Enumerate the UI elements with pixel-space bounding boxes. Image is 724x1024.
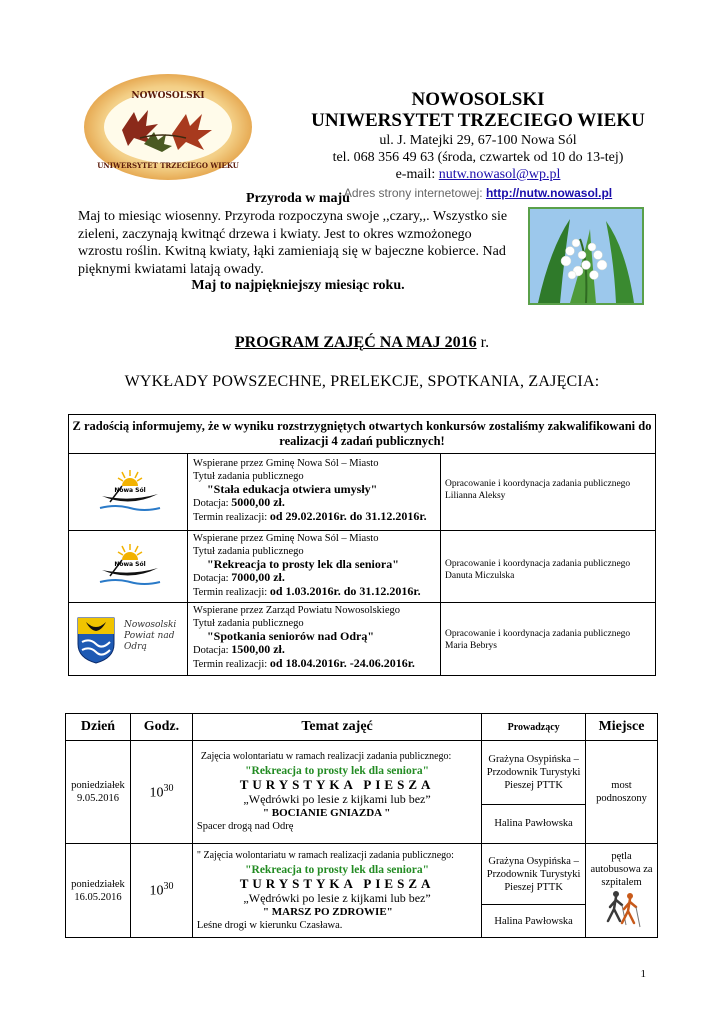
header-phone: tel. 068 356 49 63 (środa, czwartek od 10 do 13-tej) bbox=[332, 150, 624, 165]
hour-cell bbox=[130, 844, 192, 938]
topic-note: Spacer drogą nad Odrę bbox=[196, 821, 294, 832]
powiat-nowosolski-logo bbox=[76, 616, 184, 664]
grant-1-coordination bbox=[445, 478, 653, 502]
header-day: Dzień bbox=[66, 714, 131, 741]
grant-task-title: "Rekreacja to prosty lek dla seniora" bbox=[207, 557, 399, 571]
hour-cell bbox=[130, 741, 192, 844]
header-place: Miejsce bbox=[586, 714, 658, 741]
url-prefix: Adres strony internetowej: bbox=[343, 186, 486, 200]
grant-logo-text: Nowa Sól bbox=[114, 561, 146, 568]
topic-name: " MARSZ PO ZDROWIE" bbox=[262, 905, 393, 918]
grant-task-title: "Stała edukacja otwiera umysły" bbox=[207, 482, 378, 496]
page-number: 1 bbox=[640, 968, 646, 980]
topic-name: " BOCIANIE GNIAZDA " bbox=[262, 807, 391, 819]
grant-supported-by: Wspierane przez Gminę Nowa Sól – Miasto bbox=[193, 533, 379, 544]
header-title-line2: UNIWERSYTET TRZECIEGO WIEKU bbox=[311, 110, 645, 131]
logo-bottom-text: UNIWERSYTET TRZECIEGO WIEKU bbox=[97, 161, 239, 170]
topic-subtitle: „Wędrówki po lesie z kijkami lub bez” bbox=[243, 890, 431, 905]
grant-term-label: Termin realizacji: bbox=[193, 587, 270, 598]
leader-cell: Grażyna Osypińska – Przodownik Turystyki Pieszej PTTK bbox=[482, 844, 586, 905]
nowa-sol-boat-logo bbox=[96, 540, 164, 590]
grant-term: od 29.02.2016r. do 31.12.2016r. bbox=[269, 509, 427, 523]
program-title bbox=[0, 334, 724, 352]
grant-2-details bbox=[193, 532, 438, 599]
grant-amount: 1500,00 zł. bbox=[231, 642, 285, 656]
table-row bbox=[66, 741, 658, 805]
place-text: pętla autobusowa za szpitalem bbox=[590, 851, 653, 888]
powiat-logo-text: Nowosolski Powiat nad Odrą bbox=[124, 620, 177, 652]
coord-name: Maria Bebrys bbox=[445, 641, 497, 651]
grant-task-title: "Spotkania seniorów nad Odrą" bbox=[207, 629, 375, 643]
header-topic: Temat zajęć bbox=[192, 714, 481, 741]
grant-logo-text: Nowa Sól bbox=[114, 487, 146, 494]
grant-amount-label: Dotacja: bbox=[193, 645, 232, 656]
day-date: 16.05.2016 bbox=[74, 891, 122, 903]
topic-cell bbox=[192, 741, 481, 844]
coord-name: Danuta Miczulska bbox=[445, 571, 515, 581]
grant-term-label: Termin realizacji: bbox=[193, 659, 270, 670]
logo-top-text: NOWOSOLSKI bbox=[131, 91, 205, 101]
program-title-main: PROGRAM ZAJĘĆ NA MAJ 2016 bbox=[234, 334, 477, 351]
coord-label: Opracowanie i koordynacja zadania publicznego bbox=[445, 479, 631, 489]
program-subtitle: WYKŁADY POWSZECHNE, PRELEKCJE, SPOTKANIA, ZAJĘCIA: bbox=[124, 373, 600, 390]
intro-text: Maj to miesiąc wiosenny. Przyroda rozpoczyna swoje ,,czary,,. Wszystko sie zieleni, zaczynają kwitnąć drzewa i kwiaty. Jest to okres wzmożonego wzrostu roślin. Kwitną kwiaty, łąki zamieniają się w bajeczne kobierce. Nad pięknymi kwiatami latają owady. bbox=[78, 209, 508, 277]
lily-of-the-valley-image bbox=[528, 207, 644, 305]
coord-label: Opracowanie i koordynacja zadania publicznego bbox=[445, 559, 631, 569]
grant-supported-by: Wspierane przez Zarząd Powiatu Nowosolskiego bbox=[193, 605, 401, 616]
grant-task-label: Tytuł zadania publicznego bbox=[193, 471, 304, 482]
header-address: ul. J. Matejki 29, 67-100 Nowa Sól bbox=[379, 133, 577, 148]
grant-3-coordination bbox=[445, 628, 653, 652]
grants-col-divider bbox=[187, 454, 188, 676]
topic-intro: " Zajęcia wolontariatu w ramach realizacji zadania publicznego: bbox=[196, 849, 454, 861]
grant-amount-label: Dotacja: bbox=[193, 573, 232, 584]
hour-minutes: 30 bbox=[163, 881, 174, 893]
intro-title: Przyroda w maju bbox=[246, 191, 350, 206]
grants-col-divider bbox=[440, 454, 441, 676]
place-cell bbox=[586, 844, 658, 938]
leader-cell: Halina Pawłowska bbox=[482, 905, 586, 938]
topic-intro: Zajęcia wolontariatu w ramach realizacji zadania publicznego: bbox=[200, 751, 452, 762]
header-hour: Godz. bbox=[130, 714, 192, 741]
hour-minutes: 30 bbox=[163, 782, 174, 794]
header-title-line1: NOWOSOLSKI bbox=[411, 89, 545, 110]
grant-amount: 7000,00 zł. bbox=[231, 570, 285, 584]
topic-main: TURYSTYKA PIESZA bbox=[239, 777, 435, 792]
topic-cell bbox=[192, 844, 481, 938]
topic-main: TURYSTYKA PIESZA bbox=[239, 875, 435, 891]
day-date: 9.05.2016 bbox=[76, 793, 119, 804]
topic-subtitle: „Wędrówki po lesie z kijkami lub bez” bbox=[243, 792, 431, 806]
nowa-sol-boat-logo bbox=[96, 466, 164, 516]
grants-divider bbox=[68, 602, 656, 603]
intro-closing: Maj to najpiękniejszy miesiąc roku. bbox=[191, 278, 405, 293]
header-email-line bbox=[258, 166, 698, 183]
coord-name: Lilianna Aleksy bbox=[445, 491, 506, 501]
table-header-row bbox=[66, 714, 658, 741]
hour-value: 10 bbox=[149, 785, 164, 801]
day-cell bbox=[66, 844, 131, 938]
grant-term-label: Termin realizacji: bbox=[193, 512, 270, 523]
topic-task: "Rekreacja to prosty lek dla seniora" bbox=[245, 765, 429, 777]
grant-term: od 18.04.2016r. -24.06.2016r. bbox=[269, 656, 415, 670]
grant-task-label: Tytuł zadania publicznego bbox=[193, 546, 304, 557]
day-cell bbox=[66, 741, 131, 844]
grant-3-details bbox=[193, 604, 438, 671]
schedule-table bbox=[65, 713, 658, 938]
email-prefix: e-mail: bbox=[395, 167, 439, 182]
grant-1-details bbox=[193, 457, 438, 524]
grants-header: Z radością informujemy, że w wyniku rozstrzygniętych otwartych konkursów zostaliśmy zakwalifikowani do realizacji 4 zadań publicznych! bbox=[68, 414, 656, 454]
coord-label: Opracowanie i koordynacja zadania publicznego bbox=[445, 629, 631, 639]
table-row bbox=[66, 844, 658, 905]
grant-task-label: Tytuł zadania publicznego bbox=[193, 618, 304, 629]
nutw-logo bbox=[82, 72, 254, 182]
nordic-walking-icon bbox=[600, 889, 644, 929]
grant-term: od 1.03.2016r. do 31.12.2016r. bbox=[269, 584, 421, 598]
leader-cell: Grażyna Osypińska – Przodownik Turystyki Pieszej PTTK bbox=[482, 741, 586, 805]
place-cell: most podnoszony bbox=[586, 741, 658, 844]
grant-amount-label: Dotacja: bbox=[193, 498, 232, 509]
grant-supported-by: Wspierane przez Gminę Nowa Sól – Miasto bbox=[193, 458, 379, 469]
grant-2-coordination bbox=[445, 558, 653, 582]
hour-value: 10 bbox=[149, 883, 164, 899]
topic-note: Leśne drogi w kierunku Czasława. bbox=[196, 919, 343, 931]
day-name: poniedziałek bbox=[71, 878, 125, 890]
program-title-suffix: r. bbox=[476, 334, 490, 351]
email-link[interactable]: nutw.nowasol@wp.pl bbox=[438, 167, 561, 182]
website-link[interactable]: http://nutw.nowasol.pl bbox=[485, 186, 613, 200]
header-leader: Prowadzący bbox=[482, 714, 586, 741]
grant-amount: 5000,00 zł. bbox=[231, 495, 285, 509]
leader-cell: Halina Pawłowska bbox=[482, 804, 586, 843]
day-name: poniedziałek bbox=[71, 780, 125, 791]
topic-task: "Rekreacja to prosty lek dla seniora" bbox=[245, 863, 429, 876]
grants-divider bbox=[68, 530, 656, 531]
